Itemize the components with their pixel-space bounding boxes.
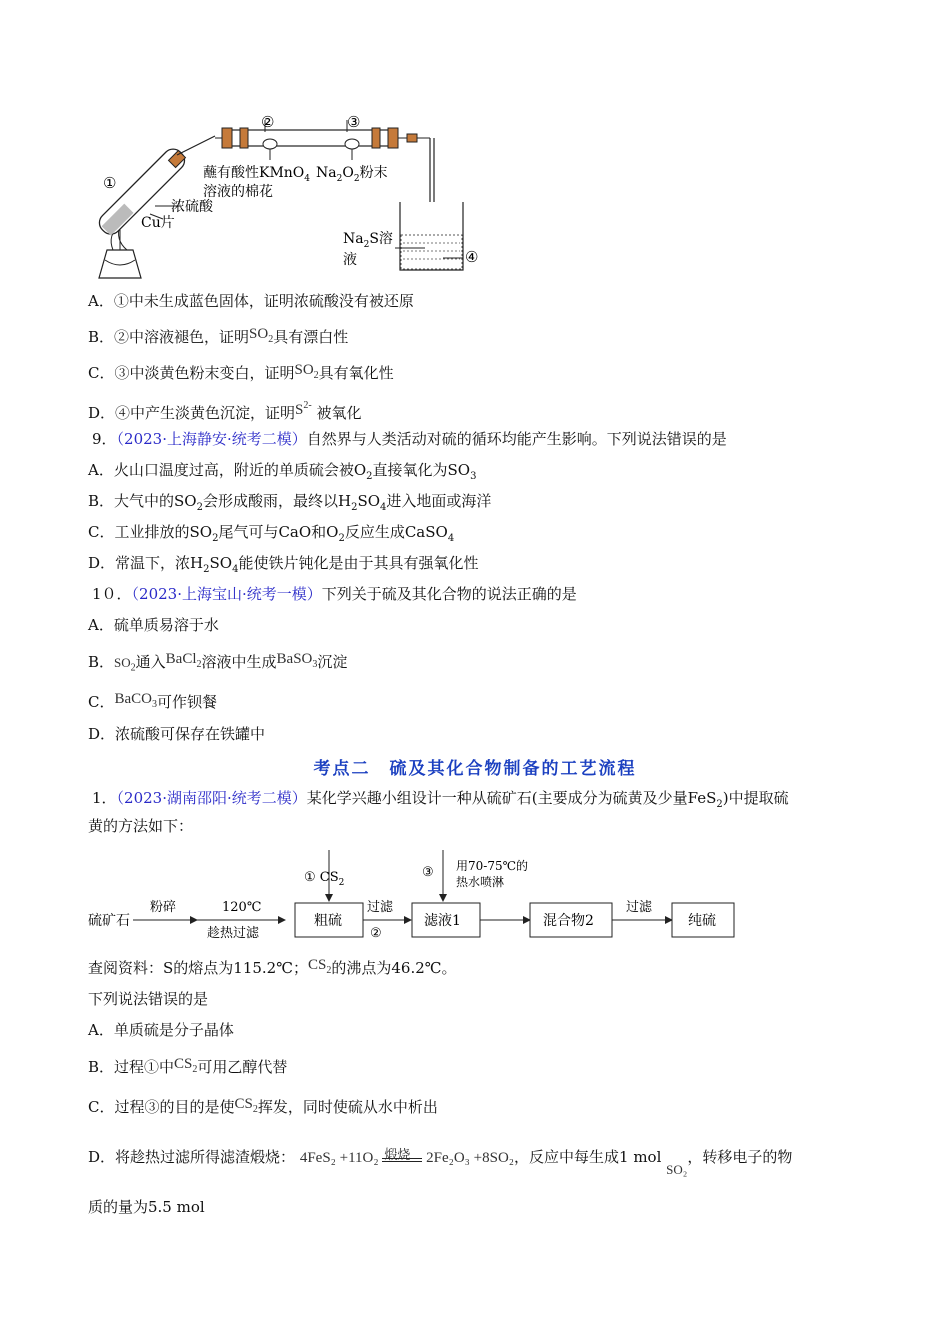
chem-s2-ion: $S^{2-}$ — [295, 400, 312, 418]
flow-start: 硫矿石 — [88, 913, 130, 929]
p1-option-c: C．过程③的目的是使$CS_2$挥发，同时使硫从水中析出 — [88, 1096, 438, 1116]
q9-option-d: D．常温下，浓$H_2SO_4$能使铁片钝化是由于其具有强氧化性 — [88, 554, 479, 575]
p1-stem-line2: 黄的方法如下： — [88, 817, 194, 835]
flow-arrow2-bottom: 趁热过滤 — [207, 926, 260, 941]
q8-option-d: D．④中产生淡黄色沉淀，证明$S^{2-}$ 被氧化 — [88, 400, 362, 422]
q9-source: （2023·上海静安·统考二模） — [116, 430, 307, 448]
flow-box3-label: 混合物2 — [543, 913, 594, 929]
circle-4: ④ — [465, 248, 479, 266]
chem-so2: $SO_2$ — [249, 326, 274, 345]
flow-step3-text1: 用70-75℃的 — [456, 859, 529, 873]
q10-stem: 1０．（2023·上海宝山·统考一模）下列关于硫及其化合物的说法正确的是 — [92, 585, 577, 603]
chem-so2: $SO_2$ — [294, 362, 319, 381]
label-kmno4-line2: 溶液的棉花 — [203, 184, 273, 200]
flow-box4-label: 纯硫 — [688, 913, 716, 929]
label-cu: Cu片 — [141, 215, 175, 231]
flow-arrow3-bottom: ② — [370, 926, 382, 941]
q10-option-c: C．BaCO$_3$可作钡餐 — [88, 691, 217, 711]
apparatus-figure — [85, 110, 495, 280]
q10-source: （2023·上海宝山·统考一模） — [131, 585, 322, 603]
label-na2s-line2: 液 — [343, 252, 357, 268]
p1-option-a: A．单质硫是分子晶体 — [88, 1021, 234, 1039]
p1-info: 查阅资料：S的熔点为115.2℃；$CS_2$的沸点为46.2℃。 — [88, 957, 457, 977]
q9-option-c: C．工业排放的$SO_2$尾气可与CaO和$O_2$反应生成CaSO$_4$ — [88, 523, 455, 544]
q8-option-c: C．③中淡黄色粉末变白，证明$SO_2$具有氧化性 — [88, 362, 394, 382]
flow-arrow5-top: 过滤 — [626, 900, 653, 915]
q9-option-b: B．大气中的$SO_2$会形成酸雨，最终以$H_2SO_4$进入地面或海洋 — [88, 492, 492, 513]
flow-box2-label: 滤液1 — [424, 913, 461, 929]
circle-2: ② — [261, 113, 275, 131]
q10-option-d: D．浓硫酸可保存在铁罐中 — [88, 725, 266, 743]
flow-box1-label: 粗硫 — [314, 913, 342, 929]
flow-step1-label: ① $CS_2$ — [304, 870, 345, 888]
flow-step3-text2: 热水喷淋 — [456, 875, 505, 889]
q8-option-b: B．②中溶液褪色，证明$SO_2$具有漂白性 — [88, 326, 349, 346]
p1-option-b: B．过程①中$CS_2$可用乙醇代替 — [88, 1056, 288, 1076]
p1-option-d-line2: 质的量为5.5 mol — [88, 1198, 205, 1216]
p1-ask: 下列说法错误的是 — [88, 990, 209, 1008]
circle-1: ① — [103, 174, 117, 192]
q8-option-a: A．①中未生成蓝色固体，证明浓硫酸没有被还原 — [88, 292, 414, 310]
q10-option-b: B．$SO_2$通入BaCl$_2$溶液中生成BaSO$_3$沉淀 — [88, 651, 348, 674]
p1-source: （2023·湖南邵阳·统考二模） — [116, 789, 307, 807]
label-na2s: $Na_2S$溶 — [343, 231, 393, 250]
circle-3: ③ — [347, 113, 361, 131]
q9-stem: 9．（2023·上海静安·统考二模）自然界与人类活动对硫的循环均能产生影响。下列说法错误的是 — [92, 430, 727, 448]
flow-arrow3-top: 过滤 — [367, 900, 394, 915]
flow-arrow1-label: 粉碎 — [150, 900, 177, 915]
section-heading: 考点二 硫及其化合物制备的工艺流程 — [313, 759, 637, 779]
p1-option-d: D．将趁热过滤所得滤渣煅烧： 4FeS₂ +11O₂ 煅烧 2Fe₂O₃ +8SO₂，反应中每生成1 mol SO₂，转移电子的物 — [88, 1147, 793, 1177]
label-acid: 浓硫酸 — [171, 199, 213, 215]
q9-option-a: A．火山口温度过高，附近的单质硫会被$O_2$直接氧化为$SO_3$ — [88, 461, 477, 482]
q10-option-a: A．硫单质易溶于水 — [88, 616, 219, 634]
flow-diagram — [85, 846, 745, 946]
flow-step3-circle: ③ — [422, 865, 434, 880]
label-kmno4: 蘸有酸性KMnO$_4$ $Na_2O_2$粉末 — [203, 165, 388, 184]
reaction-equation: 4FeS₂ +11O₂ 煅烧 2Fe₂O₃ +8SO₂ — [299, 1147, 515, 1166]
p1-stem: 1．（2023·湖南邵阳·统考二模）某化学兴趣小组设计一种从硫矿石(主要成分为硫黄及少量FeS$_2$)中提取硫 — [92, 789, 789, 810]
flow-arrow2-top: 120℃ — [222, 900, 262, 915]
